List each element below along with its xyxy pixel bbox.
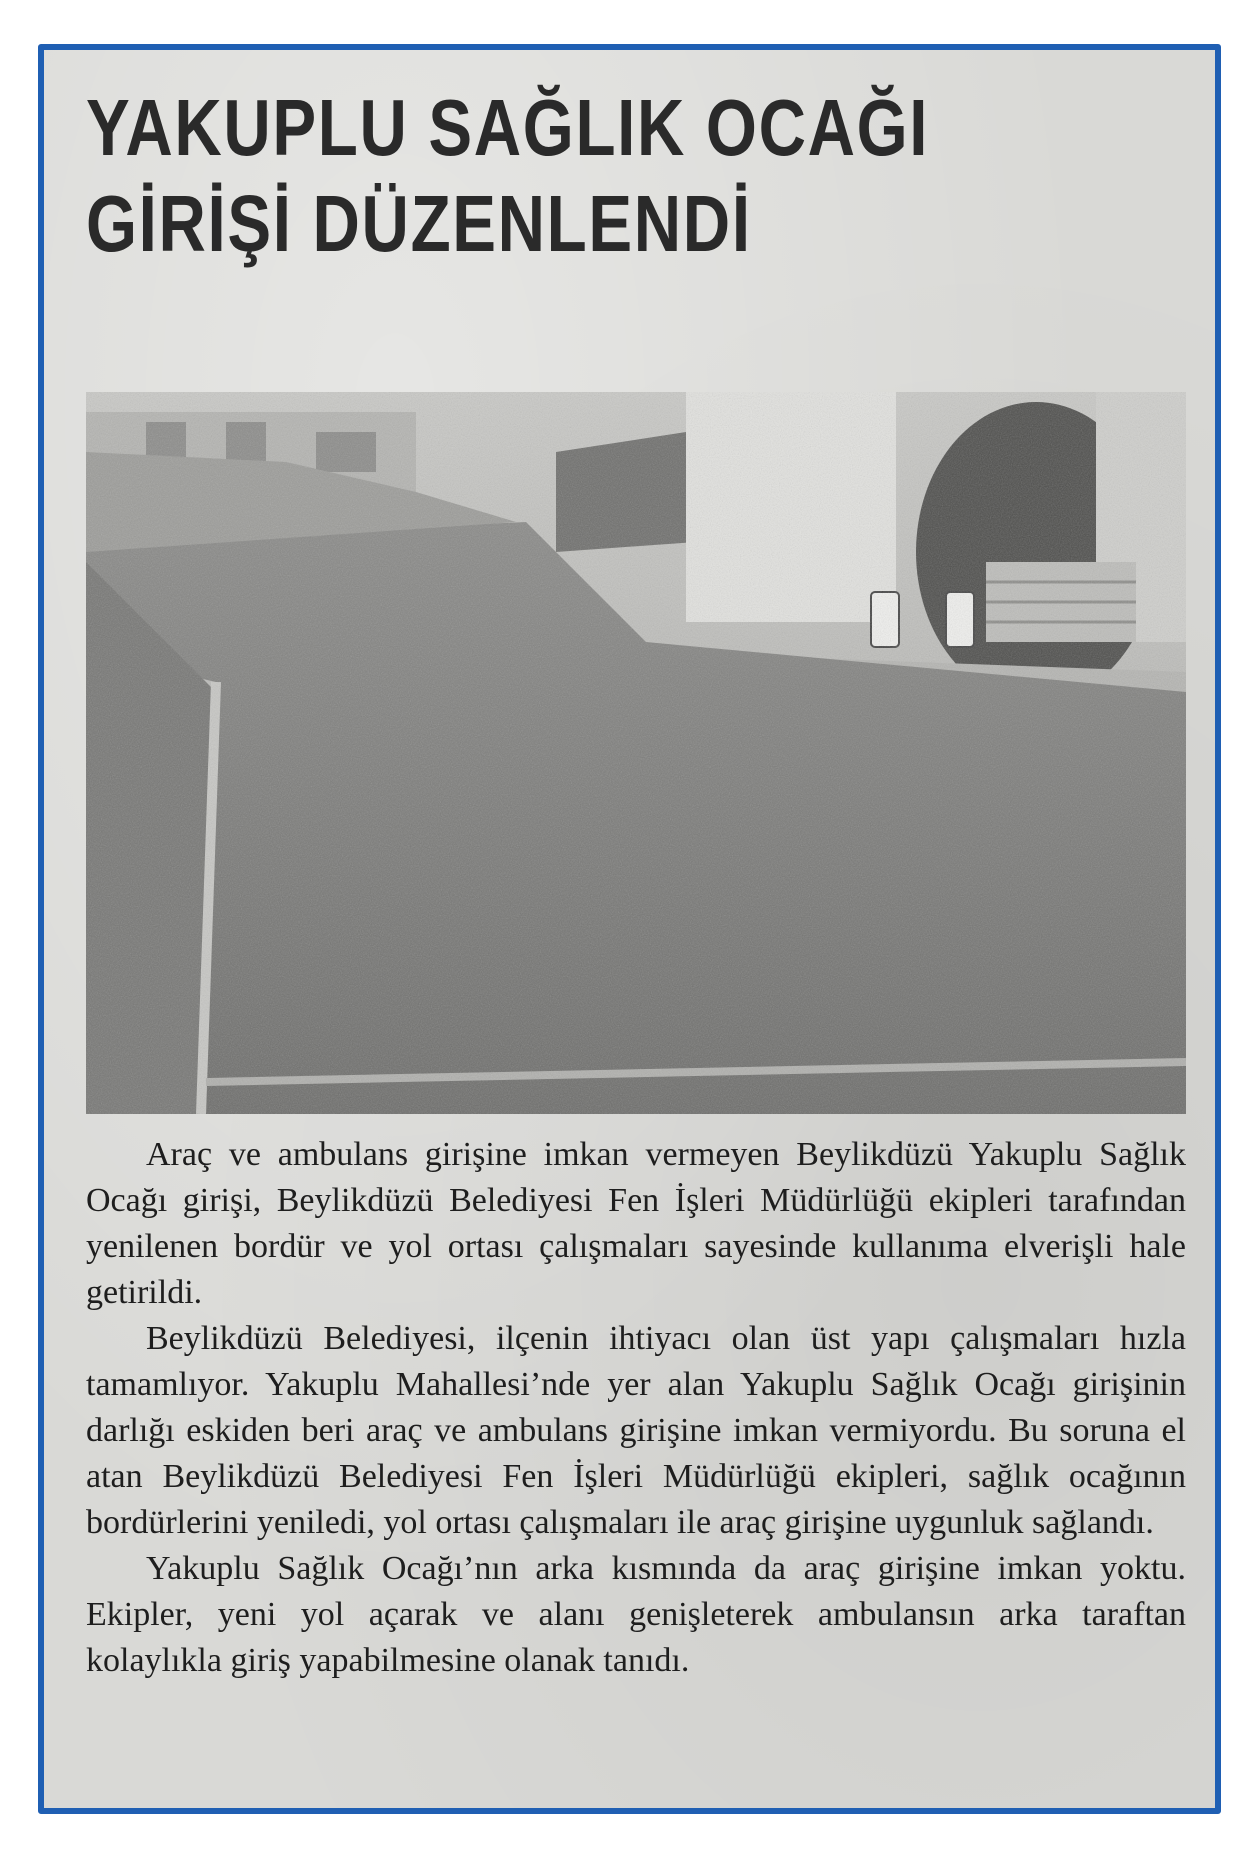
article-paragraph-1: Araç ve ambulans girişine imkan vermeyen Beylikdüzü Yakuplu Sağlık Ocağı girişi, Beylikdüzü Belediyesi Fen İşleri Müdürlüğü ekipleri tarafından yenilenen bordür ve yol ortası çalışmaları sayesinde kullanıma elverişli hale getirildi. <box>86 1136 1186 1311</box>
headline-line-2: GİRİŞİ DÜZENLENDİ <box>86 179 752 268</box>
headline-line-1: YAKUPLU SAĞLIK OCAĞI <box>86 83 930 172</box>
clipping-frame <box>38 44 1221 1814</box>
article-paragraph-2: Beylikdüzü Belediyesi, ilçenin ihtiyacı olan üst yapı çalışmaları hızla tamamlıyor. Yakuplu Mahallesi’nde yer alan Yakuplu Sağlık Ocağı girişinin darlığı eskiden beri araç ve ambulans girişine imkan vermiyordu. Bu soruna el atan Beylikdüzü Belediyesi Fen İşleri Müdürlüğü ekipleri, sağlık ocağının bordürlerini yeniledi, yol ortası çalışmaları ile araç girişine uygunluk sağlandı. <box>86 1320 1186 1541</box>
article-photo <box>86 392 1186 1114</box>
construction-site-photo <box>86 392 1186 1114</box>
article-body <box>86 1132 1186 1684</box>
article-headline <box>86 80 988 272</box>
article-paragraph-3: Yakuplu Sağlık Ocağı’nın arka kısmında da araç girişine imkan yoktu. Ekipler, yeni yol açarak ve alanı genişleterek ambulansın arka taraftan kolaylıkla giriş yapabilmesine olanak tanıdı. <box>86 1550 1186 1679</box>
